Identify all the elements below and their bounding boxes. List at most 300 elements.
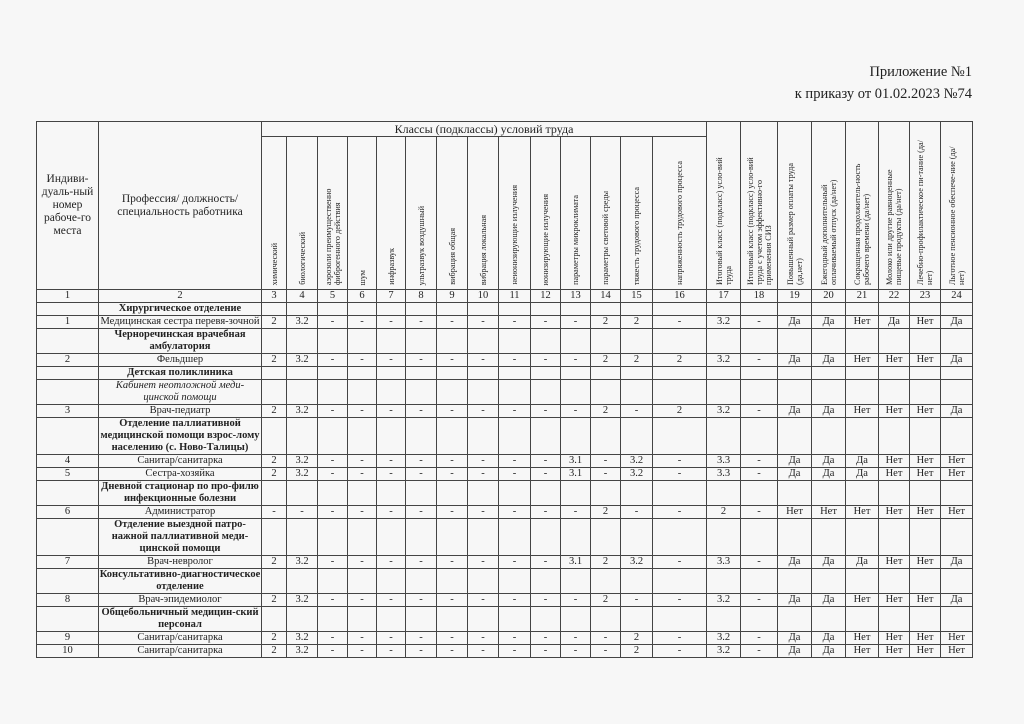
condition-cell: 2 [262,632,287,645]
table-row [37,506,973,519]
condition-cell: - [318,645,348,658]
condition-cell: - [561,594,591,607]
empty-cell [910,519,941,556]
empty-cell [468,418,499,455]
condition-cell: Да [778,468,812,481]
condition-cell: Нет [941,645,973,658]
empty-cell [910,367,941,380]
condition-cell: Нет [910,354,941,367]
condition-cell: Да [778,354,812,367]
condition-cell: - [531,556,561,569]
table-row [37,556,973,569]
empty-cell [778,569,812,594]
col-header-factor: шум [348,137,377,290]
condition-cell: Нет [846,632,879,645]
empty-cell [406,569,437,594]
empty-cell [406,303,437,316]
condition-cell: 3.1 [561,455,591,468]
condition-cell: 2 [262,556,287,569]
empty-cell [262,303,287,316]
condition-cell: Да [812,354,846,367]
condition-cell: - [468,405,499,418]
column-number: 8 [406,290,437,303]
condition-cell: 2 [591,556,621,569]
empty-cell [377,607,406,632]
condition-cell: - [499,405,531,418]
condition-cell: 2 [707,506,741,519]
condition-cell: - [741,506,778,519]
condition-cell: 3.2 [707,316,741,329]
condition-cell: Нет [941,468,973,481]
empty-cell [591,519,621,556]
condition-cell: - [437,468,468,481]
empty-cell [707,519,741,556]
profession-name: Санитар/санитарка [99,455,262,468]
empty-cell [468,329,499,354]
col-header-factor: вибрация общая [437,137,468,290]
empty-cell [287,519,318,556]
condition-cell: - [499,468,531,481]
empty-cell [741,481,778,506]
profession-name: Врач-невролог [99,556,262,569]
empty-cell [531,519,561,556]
condition-cell: Нет [879,594,910,607]
condition-cell: Да [941,594,973,607]
empty-cell [741,303,778,316]
condition-cell: - [468,632,499,645]
condition-cell: - [437,405,468,418]
empty-cell [377,380,406,405]
condition-cell: - [437,506,468,519]
empty-cell [941,607,973,632]
empty-cell [262,329,287,354]
condition-cell: 3.3 [707,556,741,569]
condition-cell: Нет [846,594,879,607]
empty-cell [653,519,707,556]
empty-cell [653,380,707,405]
table-row [37,594,973,607]
condition-cell: - [406,506,437,519]
column-number: 18 [741,290,778,303]
condition-cell: - [468,455,499,468]
condition-cell: - [437,645,468,658]
condition-cell: Нет [879,556,910,569]
empty-cell [437,569,468,594]
empty-cell [377,519,406,556]
condition-cell: - [348,405,377,418]
condition-cell: Да [812,556,846,569]
empty-cell [287,329,318,354]
appendix-title: Приложение №1 [869,64,972,80]
condition-cell: - [531,645,561,658]
column-number: 7 [377,290,406,303]
empty-cell [287,569,318,594]
section-row [37,418,973,455]
empty-cell [653,481,707,506]
empty-cell [499,418,531,455]
empty-cell [287,607,318,632]
column-number: 13 [561,290,591,303]
condition-cell: - [348,632,377,645]
empty-cell [591,303,621,316]
condition-cell: Да [778,645,812,658]
condition-cell: 3.1 [561,556,591,569]
column-number: 12 [531,290,561,303]
col-header-factor: вибрация локальная [468,137,499,290]
empty-cell [318,418,348,455]
empty-cell [348,481,377,506]
condition-cell: Да [812,632,846,645]
condition-cell: Да [812,645,846,658]
condition-cell: - [377,455,406,468]
condition-cell: 3.2 [287,316,318,329]
condition-cell: - [591,632,621,645]
empty-cell [812,418,846,455]
empty-cell [846,607,879,632]
condition-cell: - [741,594,778,607]
workplace-number: 4 [37,455,99,468]
empty-cell [262,607,287,632]
condition-cell: - [377,645,406,658]
condition-cell: Нет [879,645,910,658]
col-header-factor: ультразвук воздушный [406,137,437,290]
condition-cell: - [741,354,778,367]
empty-cell [846,569,879,594]
section-row [37,569,973,594]
empty-cell [707,569,741,594]
condition-cell: Да [941,556,973,569]
col-header-summary: Сокращенная продолжитель-ность рабочего времени (да/нет) [846,122,879,290]
empty-cell [348,367,377,380]
section-row [37,607,973,632]
section-title: Отделение выездной патро-нажной паллиативной меди-цинской помощи [99,519,262,556]
condition-cell: - [406,556,437,569]
column-number: 11 [499,290,531,303]
condition-cell: 2 [262,354,287,367]
empty-cell [653,303,707,316]
profession-name: Медицинская сестра перевя-зочной [100,316,260,327]
profession-name: Администратор [99,506,262,519]
condition-cell: - [377,506,406,519]
empty-cell [561,418,591,455]
condition-cell: - [406,594,437,607]
condition-cell: Нет [846,645,879,658]
empty-cell [287,481,318,506]
column-number: 19 [778,290,812,303]
empty-cell [846,519,879,556]
empty-cell [348,329,377,354]
empty-cell [879,481,910,506]
col-header-factor: напряженность трудового процесса [653,137,707,290]
subsection-row [37,380,973,405]
section-row [37,481,973,506]
column-number: 6 [348,290,377,303]
condition-cell: - [406,468,437,481]
condition-cell: Нет [910,556,941,569]
condition-cell: - [262,506,287,519]
empty-cell [812,481,846,506]
condition-cell: 2 [262,455,287,468]
empty-cell [741,519,778,556]
empty-cell [591,329,621,354]
profession-name: Врач-эпидемиолог [99,594,262,607]
condition-cell: - [499,354,531,367]
table-body [37,303,973,658]
condition-cell: Да [778,594,812,607]
empty-cell [812,519,846,556]
condition-cell: - [406,632,437,645]
condition-cell: 2 [262,594,287,607]
condition-cell: - [621,506,653,519]
condition-cell: - [653,594,707,607]
empty-cell [377,481,406,506]
condition-cell: - [318,354,348,367]
empty-cell [910,481,941,506]
empty-cell [377,303,406,316]
condition-cell: 3.2 [621,556,653,569]
table-row [37,316,973,329]
column-number: 24 [941,290,973,303]
condition-cell: - [437,594,468,607]
section-title: Общебольничный медицин-ский персонал [99,607,262,632]
condition-cell: Нет [910,645,941,658]
empty-cell [812,569,846,594]
condition-cell: - [531,594,561,607]
empty-cell [37,329,99,354]
empty-cell [262,569,287,594]
condition-cell: Нет [879,506,910,519]
empty-cell [499,303,531,316]
condition-cell: - [741,316,778,329]
empty-cell [437,418,468,455]
condition-cell: 3.2 [287,405,318,418]
condition-cell: - [377,632,406,645]
column-number: 23 [910,290,941,303]
empty-cell [741,607,778,632]
section-title: Детская поликлиника [99,367,262,380]
condition-cell: 2 [262,645,287,658]
empty-cell [910,380,941,405]
empty-cell [879,418,910,455]
empty-cell [531,607,561,632]
condition-cell: - [348,455,377,468]
column-number: 22 [879,290,910,303]
condition-cell: 2 [262,405,287,418]
condition-cell: - [499,455,531,468]
condition-cell: - [499,645,531,658]
empty-cell [499,367,531,380]
condition-cell: - [499,506,531,519]
condition-cell: - [499,594,531,607]
condition-cell: - [591,468,621,481]
col-header-factor: биологический [287,137,318,290]
empty-cell [941,367,973,380]
empty-cell [499,380,531,405]
empty-cell [812,607,846,632]
section-row [37,367,973,380]
order-reference: к приказу от 01.02.2023 №74 [794,86,972,102]
empty-cell [561,367,591,380]
condition-cell: - [468,594,499,607]
condition-cell: - [348,354,377,367]
empty-cell [778,380,812,405]
empty-cell [591,481,621,506]
empty-cell [653,607,707,632]
empty-cell [531,380,561,405]
condition-cell: - [318,316,348,329]
condition-cell: - [653,455,707,468]
empty-cell [621,607,653,632]
condition-cell: - [561,405,591,418]
empty-cell [37,418,99,455]
condition-cell: 2 [591,354,621,367]
condition-cell: 3.2 [707,645,741,658]
col-header-factor: ионизирующие излучения [531,137,561,290]
empty-cell [262,519,287,556]
condition-cell: Нет [910,632,941,645]
condition-cell: 2 [621,316,653,329]
condition-cell: - [437,632,468,645]
condition-cell: 3.2 [287,645,318,658]
condition-cell: - [621,594,653,607]
condition-cell: - [348,645,377,658]
col-header-factor: тяжесть трудового процесса [621,137,653,290]
condition-cell: - [653,316,707,329]
empty-cell [468,380,499,405]
empty-cell [348,607,377,632]
empty-cell [621,367,653,380]
empty-cell [707,380,741,405]
empty-cell [591,569,621,594]
table-row [37,354,973,367]
condition-cell: - [741,632,778,645]
condition-cell: 2 [621,645,653,658]
condition-cell: - [621,405,653,418]
empty-cell [941,303,973,316]
condition-cell: - [653,468,707,481]
column-number: 10 [468,290,499,303]
table-row [37,455,973,468]
condition-cell: - [318,556,348,569]
empty-cell [318,607,348,632]
empty-cell [778,607,812,632]
condition-cell: - [377,405,406,418]
empty-cell [531,367,561,380]
empty-cell [348,519,377,556]
empty-cell [531,303,561,316]
condition-cell: - [377,594,406,607]
condition-cell: 2 [591,316,621,329]
empty-cell [621,329,653,354]
empty-cell [37,519,99,556]
empty-cell [406,329,437,354]
condition-cell: 3.3 [707,468,741,481]
section-title: Дневной стационар по про-филю инфекционные болезни [99,481,262,506]
condition-cell: 2 [591,506,621,519]
empty-cell [37,380,99,405]
condition-cell: 2 [621,354,653,367]
condition-cell: - [348,556,377,569]
workplace-number: 7 [37,556,99,569]
condition-cell: - [561,506,591,519]
column-number: 9 [437,290,468,303]
column-number: 16 [653,290,707,303]
condition-cell: - [437,556,468,569]
condition-cell: - [348,468,377,481]
condition-cell: Да [941,316,973,329]
condition-cell: - [531,405,561,418]
col-header-summary: Ежегодный дополнительный оплачиваемый отпуск (да/нет) [812,122,846,290]
empty-cell [879,303,910,316]
empty-cell [707,607,741,632]
empty-cell [531,481,561,506]
empty-cell [778,481,812,506]
condition-cell: - [468,468,499,481]
empty-cell [499,569,531,594]
empty-cell [941,329,973,354]
condition-cell: Нет [941,455,973,468]
condition-cell: 3.2 [707,405,741,418]
empty-cell [37,607,99,632]
empty-cell [262,481,287,506]
condition-cell: 3.2 [287,556,318,569]
column-number: 17 [707,290,741,303]
table-row [37,645,973,658]
workplace-number: 10 [37,645,99,658]
empty-cell [348,418,377,455]
condition-cell: - [406,455,437,468]
empty-cell [707,481,741,506]
condition-cell: Нет [846,354,879,367]
empty-cell [910,303,941,316]
condition-cell: Да [879,316,910,329]
empty-cell [348,303,377,316]
section-row [37,329,973,354]
empty-cell [778,329,812,354]
empty-cell [318,367,348,380]
column-number: 20 [812,290,846,303]
empty-cell [531,418,561,455]
condition-cell: Нет [879,455,910,468]
empty-cell [437,329,468,354]
empty-cell [778,367,812,380]
empty-cell [37,481,99,506]
workplace-number: 6 [37,506,99,519]
condition-cell: 2 [653,354,707,367]
empty-cell [941,380,973,405]
empty-cell [468,303,499,316]
condition-cell: Нет [879,354,910,367]
empty-cell [437,519,468,556]
column-number: 14 [591,290,621,303]
empty-cell [406,481,437,506]
empty-cell [910,329,941,354]
empty-cell [287,303,318,316]
empty-cell [377,367,406,380]
condition-cell: - [377,354,406,367]
working-conditions-table [36,121,973,658]
condition-cell: Да [778,316,812,329]
col-header-classes: Классы (подклассы) условий труда [262,122,707,137]
condition-cell: - [437,455,468,468]
col-header-factor: инфразвук [377,137,406,290]
condition-cell: Нет [910,594,941,607]
condition-cell: - [499,556,531,569]
empty-cell [561,329,591,354]
condition-cell: Нет [846,316,879,329]
section-row [37,519,973,556]
condition-cell: Нет [910,506,941,519]
